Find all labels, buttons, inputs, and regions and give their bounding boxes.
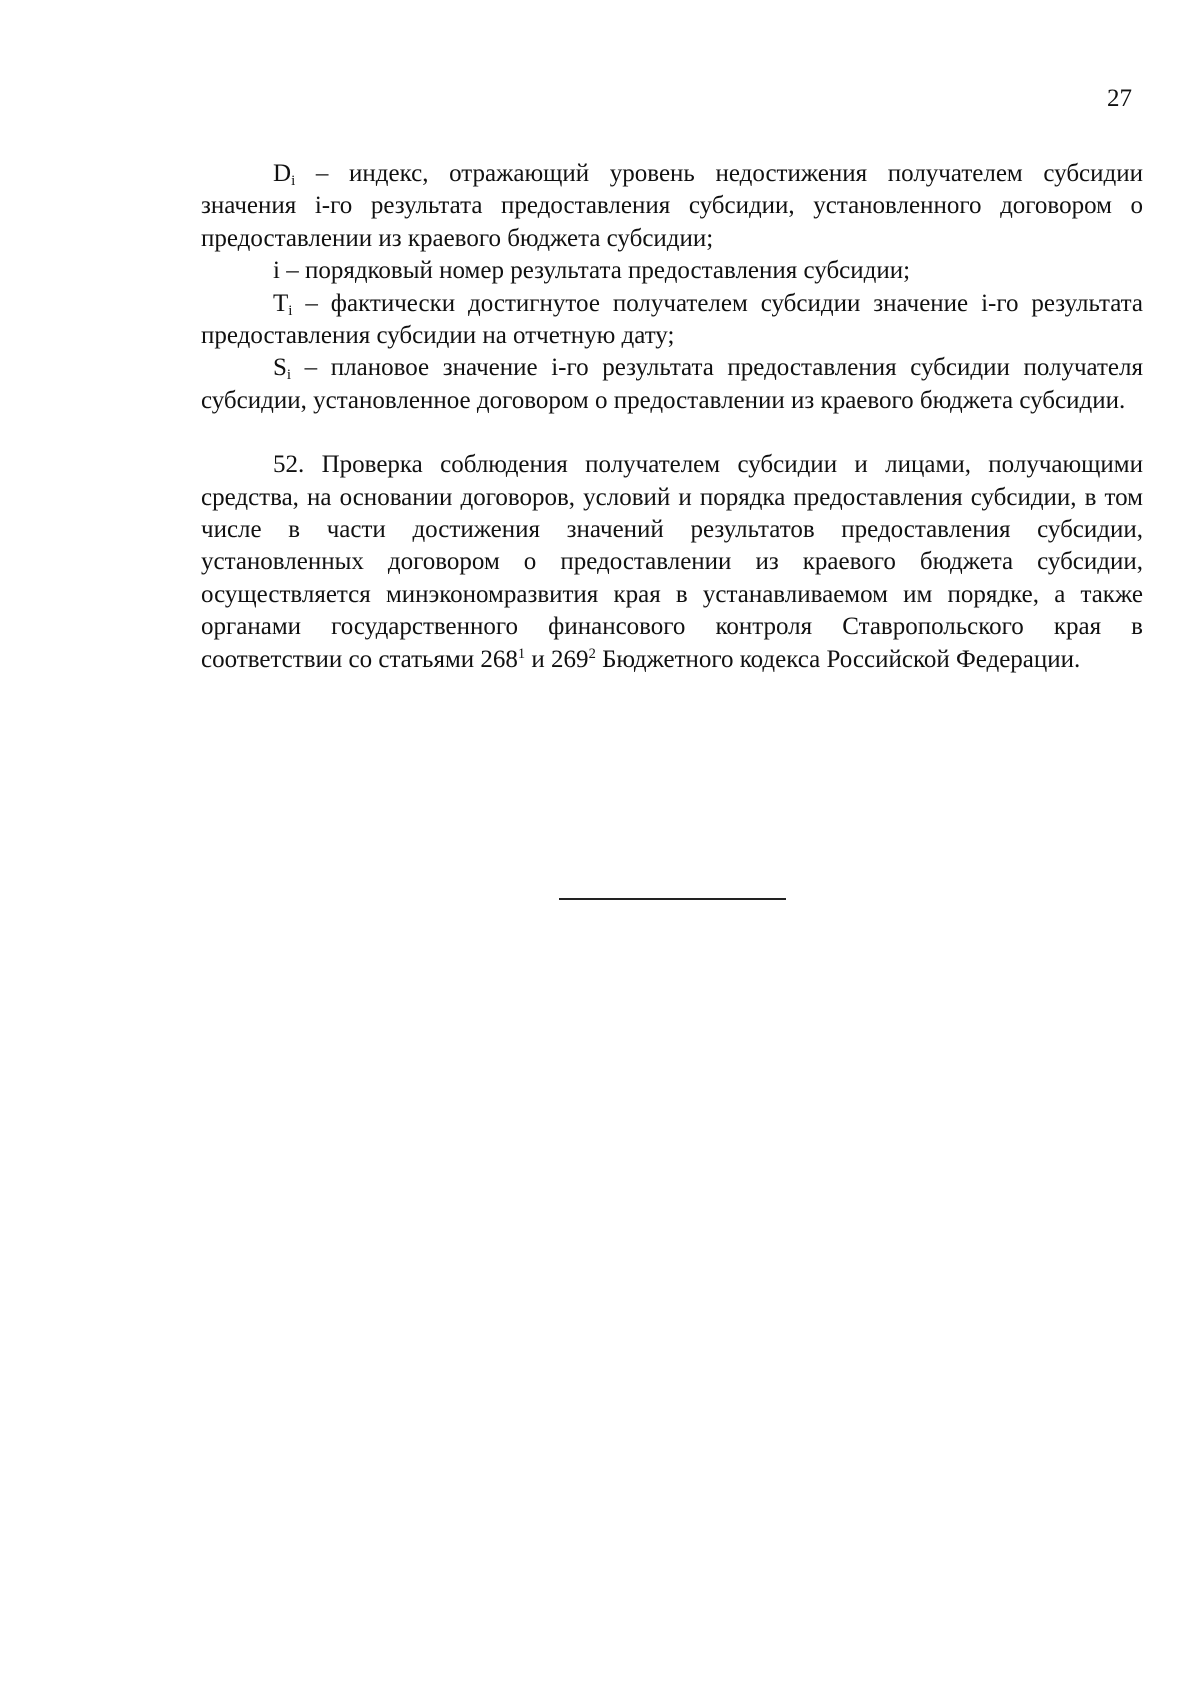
symbol-d: D: [273, 160, 292, 187]
symbol-s: S: [273, 354, 287, 382]
paragraph-gap: [201, 417, 1143, 449]
paragraph-52: [201, 449, 1143, 676]
subscript-d: i: [291, 173, 296, 190]
document-body: [201, 158, 1143, 676]
closing-divider: [559, 898, 786, 900]
symbol-t: T: [273, 289, 289, 317]
page-number: 27: [1107, 85, 1132, 112]
subscript-t: i: [288, 302, 293, 319]
definition-s-text: – плановое значение i-го результата предоставления субсидии получателя субсидии, установленное договором о предоставлении из краевого бюджета субсидии.: [201, 354, 1143, 414]
definition-i-text: i – порядковый номер результата предоставления субсидии;: [273, 257, 911, 285]
paragraph-52-part3: Бюджетного кодекса Российской Федерации.: [595, 645, 1081, 673]
subscript-s: i: [286, 367, 292, 384]
definition-i: [201, 255, 1143, 287]
definition-t-text: – фактически достигнутое получателем субсидии значение i-го результата предоставления субсидии на отчетную дату;: [201, 289, 1143, 350]
definition-s: [201, 352, 1143, 417]
definition-d: [201, 158, 1143, 255]
paragraph-52-sup2: 2: [588, 645, 596, 662]
paragraph-52-part2: и 269: [525, 645, 589, 673]
definition-d-text: – индекс, отражающий уровень недостижения получателем субсидии значения i-го результата предоставления субсидии, установленного договором о предоставлении из краевого бюджета субсидии;: [201, 160, 1143, 252]
paragraph-52-part1: 52. Проверка соблюдения получателем субсидии и лицами, получающими средства, на основании договоров, условий и порядка предоставления субсидии, в том числе в части достижения значений результатов предоставления субсидии, установленных договором о предоставлении из краевого бюджета субсидии, осуществляется минэкономразвития края в устанавливаемом им порядке, а также органами государственного финансового контроля Ставропольского края в соответствии со статьями 268: [201, 451, 1143, 673]
definition-t: [201, 288, 1143, 353]
paragraph-52-sup1: 1: [517, 645, 526, 662]
